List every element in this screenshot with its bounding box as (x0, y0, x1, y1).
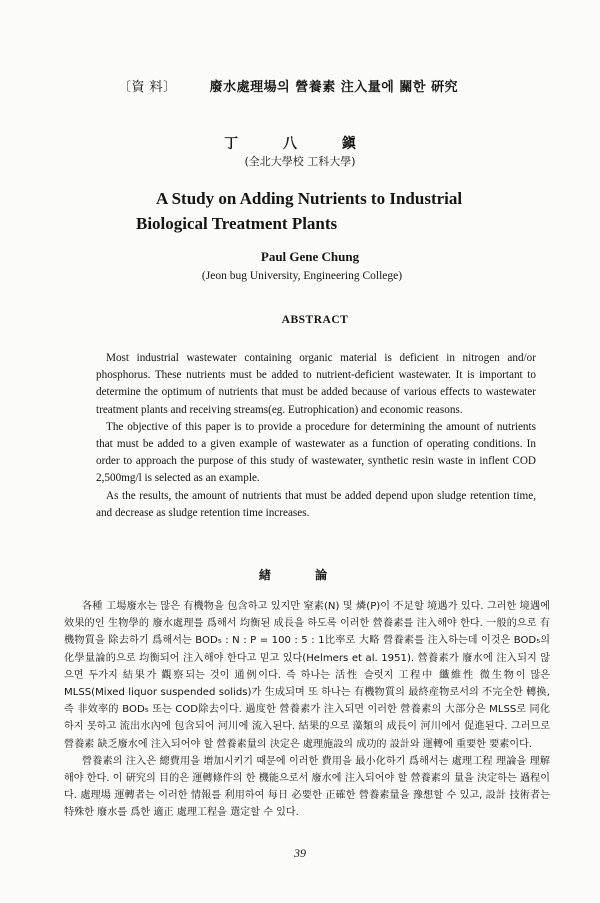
english-title-line-1: A Study on Adding Nutrients to Industrial (156, 189, 463, 208)
korean-author-affiliation: (全北大學校 工科大學) (244, 155, 356, 168)
article-header (118, 76, 538, 95)
korean-author-name: 丁 八 鎭 (224, 136, 376, 152)
english-title-line-2: Biological Treatment Plants (136, 214, 338, 233)
english-title (136, 186, 516, 236)
english-author-affiliation: (Jeon bug University, Engineering College) (201, 270, 403, 282)
page-number: 39 (294, 846, 306, 860)
abstract-paragraph: As the results, the amount of nutrients that must be added depend upon sludge retention time, and decrease as sludge retention time increases. (96, 489, 536, 519)
section-tag: 〔資 料〕 (118, 80, 177, 95)
abstract-paragraph: The objective of this paper is to provide a procedure for determining the amount of nutrients that must be added to a given example of wastewater as a function of operating conditions. In order to approach the purpose of this study of wastewater, synthetic resin waste in inflent COD 2,500mg/l is selected as an example. (96, 420, 536, 485)
abstract-paragraph: Most industrial wastewater containing organic material is deficient in nitrogen and/or phosphorus. These nutrients must be added to nutrient-deficient wastewater. It is important to determine the optimum of nutrients that must be added because of various effects to wastewater treatment plants and receiving streams(eg. Eutrophication) and economic reasons. (96, 352, 536, 416)
abstract-body (96, 350, 536, 522)
introduction-body (64, 598, 550, 822)
korean-title: 廢水處理場의 營養素 注入量에 關한 硏究 (209, 80, 458, 95)
introduction-paragraph: 各種 工場廢水는 많은 有機物을 包含하고 있지만 窒素(N) 및 燐(P)이 不足할 境遇가 있다. 그러한 境遇에 效果的인 生物學的 廢水處理를 爲해서 均衡된 成長을 하도록 이러한 營養素를 注入해야 한다. 一般的으로 有機物質을 除去하기 爲해서는 BOD₅ : N : P = 100 : 5 : 1比率로 大略 營養素를 注入하는데 이것은 BOD₅의 化學量論的으로 均衡되어 注入해야 한다고 믿고 있다(Helmers et al. 1951). 營養素가 廢水에 注入되지 않으면 두가지 結果가 觀察되는 것이 通例이다. 즉 하나는 活性 슬럿지 工程中 纖維性 微生物이 많은 MLSS(Mixed liquor suspended solids)가 生成되며 또 하나는 有機物質의 最終産物로서의 不完全한 轉換, 즉 非效率的 BOD₅ 또는 COD除去이다. 過度한 營養素가 注入되면 이러한 營養素의 大部分은 MLSS로 同化하지 못하고 流出水內에 包含되어 河川에 流入된다. 結果的으로 藻類의 成長이 河川에서 促進된다. 그러므로 營養素 缺乏廢水에 注入되어야 할 營養素量의 決定은 處理施設의 成功的 設計와 運轉에 重要한 要素이다. (64, 601, 550, 750)
introduction-heading: 緖 論 (258, 568, 348, 582)
english-author-name: Paul Gene Chung (260, 249, 360, 264)
introduction-paragraph: 營養素의 注入은 總費用을 增加시키기 때문에 이러한 費用을 最小化하기 爲해서는 處理工程 理論을 理解해야 한다. 이 硏究의 目的은 運轉條件의 한 機能으로서 廢水에 注入되어야 할 營養素의 量을 決定하는 過程이다. 處理場 運轉者는 이러한 情報를 利用하여 每日 必要한 正確한 營養素量을 豫想할 수 있고, 設計 技術者는 特殊한 廢水를 爲한 適正 處理工程을 選定할 수 있다. (64, 755, 550, 819)
abstract-heading: ABSTRACT (281, 314, 349, 326)
